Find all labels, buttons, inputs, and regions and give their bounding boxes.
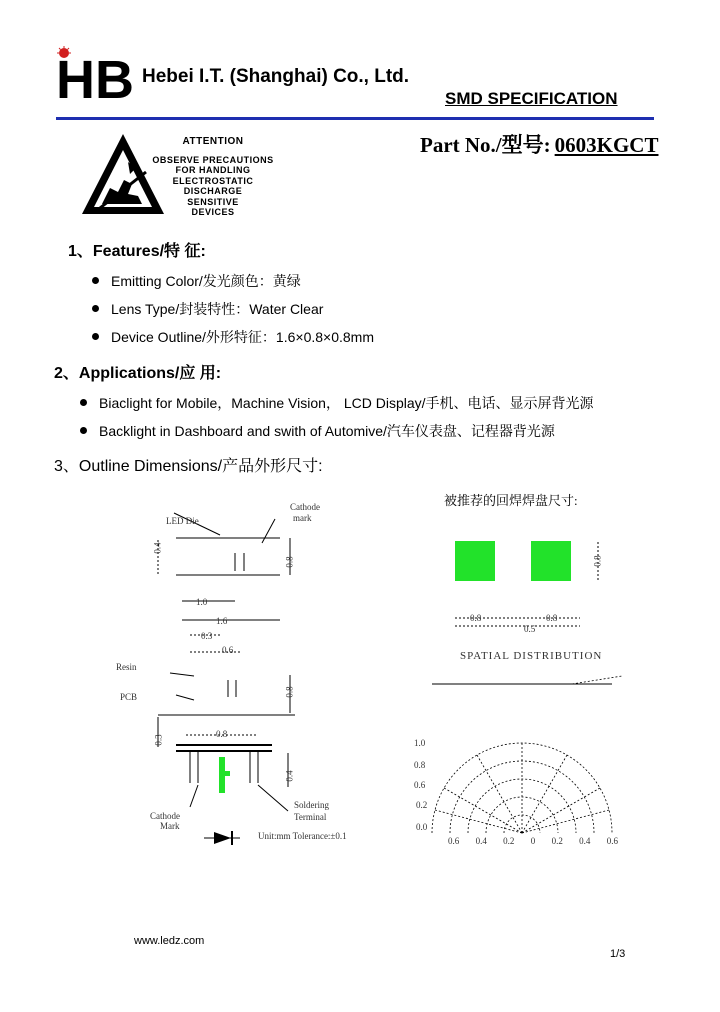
attention-line: FOR HANDLING xyxy=(175,165,251,175)
applications-heading: 2、Applications/应 用: xyxy=(54,365,222,382)
led-die-label: LED Die xyxy=(166,516,199,526)
spatial-axis-label: 0.6 xyxy=(606,836,618,846)
cathode-mark-label: Cathode xyxy=(290,502,320,512)
website-link[interactable]: www.ledz.com xyxy=(134,935,205,947)
dim-label: 0.8 xyxy=(216,729,228,739)
attention-block xyxy=(146,137,280,218)
spatial-scale-label: 0.6 xyxy=(414,780,426,790)
company-logo xyxy=(56,46,136,100)
bullet-icon xyxy=(92,277,99,284)
solder-pad-dims xyxy=(440,530,620,640)
application-item: Biaclight for Mobile，Machine Vision， LCD Display/手机、电话、显示屏背光源 xyxy=(80,393,594,413)
soldering-label: Soldering xyxy=(294,800,329,810)
outline-heading: 3、Outline Dimensions/产品外形尺寸: xyxy=(54,458,323,475)
dim-label: 0.3 xyxy=(153,734,164,746)
cathode-mark-tab xyxy=(224,771,230,776)
header-divider xyxy=(56,117,654,120)
svg-text:HB: HB xyxy=(56,50,134,100)
solder-pad-title: 被推荐的回焊焊盘尺寸: xyxy=(444,493,578,508)
part-number-value: 0603KGCT xyxy=(554,133,659,157)
spatial-scale-label: 1.0 xyxy=(414,738,426,748)
tolerance-note: Unit:mm Tolerance:±0.1 xyxy=(258,831,347,841)
bullet-icon xyxy=(80,399,87,406)
spatial-bottom-scale xyxy=(448,836,618,846)
attention-title: ATTENTION xyxy=(182,136,244,147)
terminal-label: Terminal xyxy=(294,812,327,822)
part-number xyxy=(420,129,658,159)
spatial-axis-label: 0.4 xyxy=(579,836,591,846)
attention-line: ELECTROSTATIC xyxy=(172,175,254,186)
company-name: Hebei I.T. (Shanghai) Co., Ltd. xyxy=(142,66,410,87)
resin-label: Resin xyxy=(116,662,137,672)
spatial-axis-label: 0.2 xyxy=(503,836,515,846)
bullet-icon xyxy=(80,427,87,434)
spatial-axis-label: 0 xyxy=(530,836,536,846)
page-number: 1/3 xyxy=(610,948,626,960)
spatial-axis-label: 0.2 xyxy=(551,836,563,846)
cathode-mark-label: Mark xyxy=(160,821,180,831)
dim-label: 0.3 xyxy=(201,631,213,641)
pad-dim: 0.8 xyxy=(592,555,603,567)
spatial-title: SPATIAL DISTRIBUTION xyxy=(460,650,603,662)
application-item: Backlight in Dashboard and swith of Automive/汽车仪表盘、记程器背光源 xyxy=(80,421,555,441)
dim-label: 0.4 xyxy=(284,770,295,782)
dim-label: 0.8 xyxy=(284,686,295,698)
attention-line: DEVICES xyxy=(191,207,235,217)
bullet-icon xyxy=(92,305,99,312)
feature-item: Lens Type/封装特性：Water Clear xyxy=(92,299,323,319)
dim-label: 0.6 xyxy=(222,645,234,655)
feature-item: Emitting Color/发光颜色：黄绿 xyxy=(92,271,301,291)
attention-line: OBSERVE PRECAUTIONS xyxy=(152,154,274,165)
pad-dim: 0.8 xyxy=(546,613,558,623)
pad-dim: 0.5 xyxy=(524,624,536,634)
spatial-scale-label: 0.0 xyxy=(416,822,428,832)
attention-line: SENSITIVE xyxy=(187,196,239,207)
part-label: Part No./型号: xyxy=(420,133,551,157)
dim-label: 1.6 xyxy=(216,616,228,626)
doc-type: SMD SPECIFICATION xyxy=(445,89,618,108)
feature-item: Device Outline/外形特征：1.6×0.8×0.8mm xyxy=(92,327,374,347)
cathode-mark-label: mark xyxy=(293,513,312,523)
spatial-scale-label: 0.2 xyxy=(416,800,428,810)
dim-label: 1.0 xyxy=(196,597,208,607)
spatial-distribution-chart xyxy=(412,668,632,848)
spatial-scale-label: 0.8 xyxy=(414,760,426,770)
pcb-label: PCB xyxy=(120,692,138,702)
cathode-mark-label: Cathode xyxy=(150,811,180,821)
spatial-axis-label: 0.6 xyxy=(448,836,460,846)
bullet-icon xyxy=(92,333,99,340)
outline-drawing xyxy=(110,495,370,855)
attention-line: DISCHARGE xyxy=(183,186,243,196)
dim-label: 0.8 xyxy=(284,556,295,568)
pad-dim: 0.8 xyxy=(470,613,482,623)
dim-label: 0.4 xyxy=(152,542,163,554)
features-heading: 1、Features/特 征: xyxy=(68,243,206,260)
spatial-axis-label: 0.4 xyxy=(475,836,487,846)
